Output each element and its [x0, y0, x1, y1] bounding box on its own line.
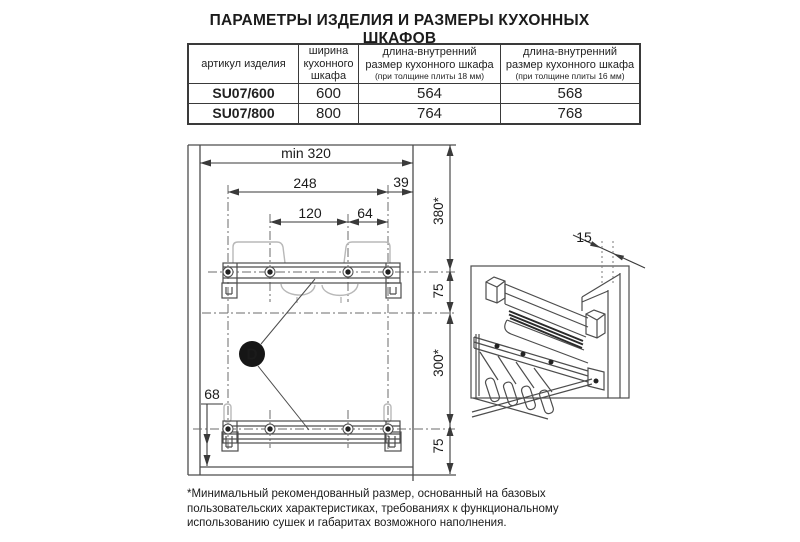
- cell-article-su07-800: SU07/800: [188, 103, 299, 124]
- ghost-dryer-parts: [224, 242, 391, 422]
- dim-hole-pitch-inner: 120: [298, 205, 322, 221]
- footnote: *Минимальный рекомендованный размер, основанный на базовых пользовательских характеристиках, требованиях к функциональному использованию сушек и габаритах возможного наполнения.: [187, 488, 559, 530]
- header-width: ширина кухонного шкафа: [299, 44, 359, 83]
- dim-rail-span: 248: [293, 175, 317, 191]
- dimension-arrows: [200, 145, 624, 474]
- dim-top-clearance: 380*: [431, 197, 446, 225]
- header-length-16-sub: (при толщине плиты 16 мм): [515, 71, 625, 82]
- bottom-rail: [222, 421, 401, 451]
- dim-between-rails: 300*: [431, 349, 446, 377]
- dim-below-top-rail: 75: [431, 283, 446, 299]
- rail-callout-d: [239, 279, 315, 430]
- dim-below-bottom-rail: 75: [431, 438, 446, 454]
- detail-view: [471, 241, 629, 419]
- cell-article-su07-600: SU07/600: [188, 83, 299, 103]
- dim-offset-right: 39: [393, 174, 409, 190]
- header-length-16-main: длина-внутренний размер кухонного шкафа: [505, 45, 635, 71]
- detail-tray-groove: [509, 311, 583, 348]
- dim-bottom-offset: 68: [204, 386, 220, 402]
- d-badge-label: D: [246, 346, 258, 364]
- cell-len18-800: 764: [359, 103, 501, 124]
- top-rail: [222, 263, 401, 298]
- cell-len16-800: 768: [501, 103, 641, 124]
- page-title: ПАРАМЕТРЫ ИЗДЕЛИЯ И РАЗМЕРЫ КУХОННЫХ ШКАФОВ: [209, 12, 590, 47]
- cell-len18-600: 564: [359, 83, 501, 103]
- dim-wall-offset: 15: [576, 229, 592, 245]
- centerlines: [193, 185, 455, 450]
- header-length-18-main: длина-внутренний размер кухонного шкафа: [365, 45, 494, 71]
- dim-hole-pitch-outer: 64: [357, 205, 373, 221]
- detail-wall-rail: [486, 277, 605, 363]
- header-length-18-sub: (при толщине плиты 18 мм): [374, 71, 485, 82]
- detail-dish-rack: [472, 334, 604, 419]
- header-article: артикул изделия: [188, 44, 299, 83]
- cell-width-600: 600: [299, 83, 359, 103]
- dim-min-width: min 320: [281, 145, 331, 161]
- cell-width-800: 800: [299, 103, 359, 124]
- cell-len16-600: 568: [501, 83, 641, 103]
